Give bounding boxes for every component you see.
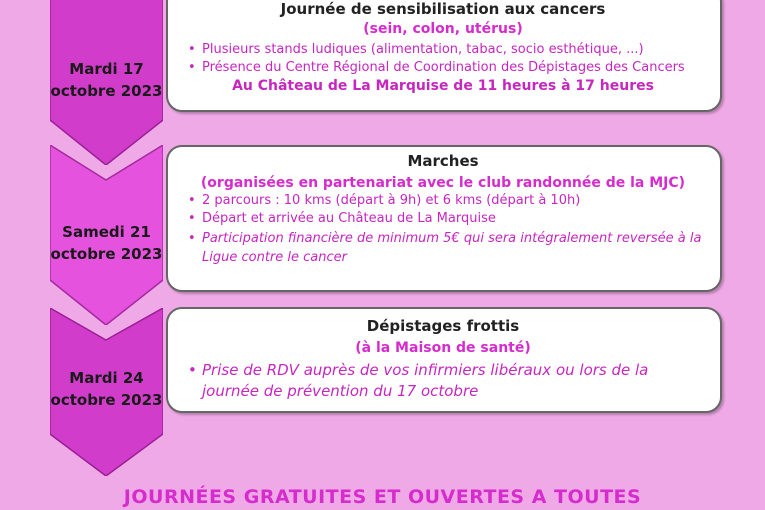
event-card-2 <box>166 145 722 292</box>
list-item: • Prise de RDV auprès de vos infirmiers libéraux ou lors de la journée de prévention du 17 octobre <box>188 361 649 400</box>
event-date-day: Mardi 24 <box>69 369 144 387</box>
event-card-3 <box>166 307 722 413</box>
event-title: Dépistages frottis <box>366 317 520 335</box>
date-chevron-2 <box>50 145 163 325</box>
list-item: • Départ et arrivée au Château de La Marquise <box>188 211 496 226</box>
event-place: Au Château de La Marquise de 11 heures à 17 heures <box>232 78 654 94</box>
event-subtitle: (à la Maison de santé) <box>355 340 531 356</box>
event-card-1 <box>166 0 722 112</box>
event-date-day: Mardi 17 <box>69 60 144 78</box>
event-title: Journée de sensibilisation aux cancers <box>280 0 606 18</box>
event-date-year: octobre 2023 <box>50 245 163 263</box>
date-chevron-3 <box>50 308 163 476</box>
event-date-day: Samedi 21 <box>62 223 151 241</box>
event-date <box>50 221 163 265</box>
footer-banner: JOURNÉES GRATUITES ET OUVERTES A TOUTES <box>123 486 642 508</box>
event-date <box>50 367 163 411</box>
list-item: • Présence du Centre Régional de Coordination des Dépistages des Cancers <box>188 60 685 75</box>
event-date-year: octobre 2023 <box>50 82 163 100</box>
event-date-year: octobre 2023 <box>50 391 163 409</box>
list-item: • 2 parcours : 10 kms (départ à 9h) et 6 kms (départ à 10h) <box>188 193 581 208</box>
date-chevron-1 <box>50 0 163 165</box>
list-item: • Plusieurs stands ludiques (alimentation, tabac, socio esthétique, ...) <box>188 42 644 57</box>
event-subtitle: (organisées en partenariat avec le club randonnée de la MJC) <box>200 175 686 191</box>
event-subtitle: (sein, colon, utérus) <box>363 21 523 37</box>
event-title: Marches <box>407 152 479 170</box>
list-item: • Participation financière de minimum 5€ qui sera intégralement reversée à la Ligue contre le cancer <box>188 231 702 265</box>
event-date <box>50 58 163 102</box>
